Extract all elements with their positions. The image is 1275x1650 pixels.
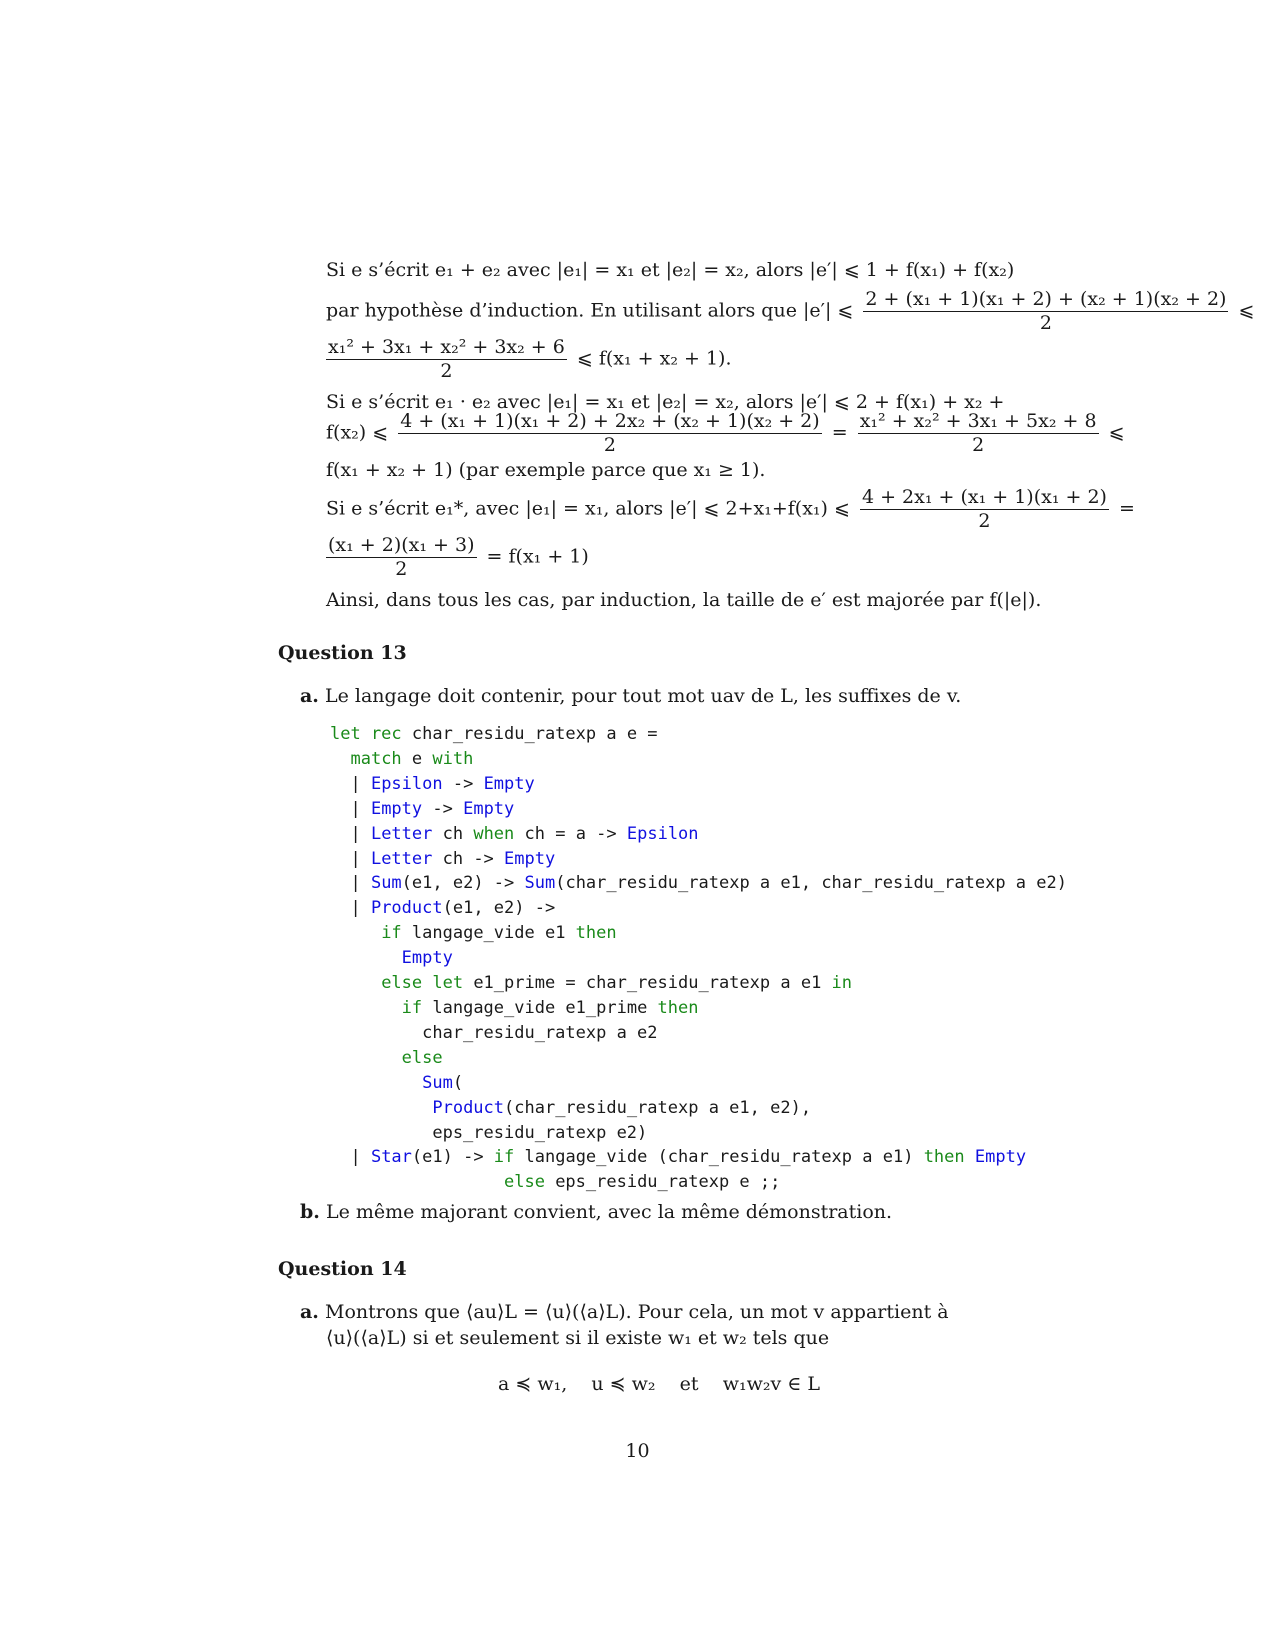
- product-fraction-2-numerator: x₁² + x₂² + 3x₁ + 5x₂ + 8: [859, 410, 1097, 432]
- code-line: | Letter ch -> Empty: [330, 848, 556, 869]
- star-after: = f(x₁ + 1): [486, 545, 589, 568]
- code-line: | Letter ch when ch = a -> Epsilon: [330, 823, 699, 844]
- code-line: if langage_vide e1_prime then: [401, 997, 699, 1018]
- sum-case-line2: [326, 288, 1254, 335]
- product-case-line1: Si e s’écrit e₁ · e₂ avec |e₁| = x₁ et |e₂| = x₂, alors |e′| ⩽ 2 + f(x₁) + x₂ +: [326, 391, 1005, 413]
- q13-b-text: Le même majorant convient, avec la même démonstration.: [325, 1201, 893, 1223]
- star-fraction-1-numerator: 4 + 2x₁ + (x₁ + 1)(x₁ + 2): [861, 486, 1107, 508]
- code-line: Empty: [401, 948, 453, 969]
- sum-fraction-2: [326, 336, 567, 383]
- sum-fraction-1-denominator: 2: [1039, 312, 1052, 334]
- code-line: | Empty -> Empty: [330, 798, 515, 819]
- code-line: if langage_vide e1 then: [381, 923, 617, 944]
- code-line: eps_residu_ratexp e2): [330, 1122, 648, 1143]
- product-equals: =: [831, 421, 848, 444]
- code-line: | Epsilon -> Empty: [330, 773, 535, 794]
- star-case-text: Si e s’écrit e₁*, avec |e₁| = x₁, alors |e′| ⩽ 2+x₁+f(x₁) ⩽: [326, 497, 850, 520]
- product-fraction-1-denominator: 2: [603, 434, 616, 456]
- q13-a-label: a.: [300, 685, 319, 707]
- code-line: char_residu_ratexp a e2: [330, 1022, 658, 1043]
- sum-case-line1: Si e s’écrit e₁ + e₂ avec |e₁| = x₁ et |e₂| = x₂, alors |e′| ⩽ 1 + f(x₁) + f(x₂): [326, 259, 1015, 281]
- q14-a-text1: Montrons que ⟨au⟩L = ⟨u⟩(⟨a⟩L). Pour cela, un mot v appartient à: [324, 1301, 949, 1323]
- product-fraction-1: [398, 410, 821, 457]
- question-13-heading: Question 13: [278, 642, 407, 664]
- code-line: Product(char_residu_ratexp a e1, e2),: [432, 1097, 812, 1118]
- sum-fraction-2-denominator: 2: [440, 360, 453, 382]
- sum-case-text: par hypothèse d’induction. En utilisant alors que |e′| ⩽: [326, 299, 854, 322]
- star-fraction-1: [860, 486, 1109, 533]
- product-fraction-2: [858, 410, 1099, 457]
- code-line: let rec char_residu_ratexp a e =: [330, 724, 658, 744]
- star-equals: =: [1119, 497, 1135, 520]
- sum-fraction-2-after: ⩽ f(x₁ + x₂ + 1).: [576, 347, 732, 370]
- star-fraction-2-denominator: 2: [395, 558, 408, 580]
- product-before: f(x₂) ⩽: [326, 421, 389, 444]
- code-line: else eps_residu_ratexp e ;;: [504, 1172, 781, 1193]
- page-number: 10: [625, 1440, 650, 1462]
- product-fraction-1-numerator: 4 + (x₁ + 1)(x₁ + 2) + 2x₂ + (x₂ + 1)(x₂ + 2): [400, 410, 820, 432]
- sum-fraction-2-numerator: x₁² + 3x₁ + x₂² + 3x₂ + 6: [328, 336, 565, 358]
- sum-fraction-1-after: ⩽: [1238, 299, 1255, 322]
- sum-case-line3: [326, 336, 731, 383]
- star-fraction-2-numerator: (x₁ + 2)(x₁ + 3): [328, 534, 475, 556]
- star-fraction-1-denominator: 2: [978, 510, 991, 532]
- code-line: else: [401, 1047, 443, 1068]
- code-line: | Product(e1, e2) ->: [330, 898, 556, 919]
- product-case-line2: [326, 410, 1125, 457]
- q14-part-a-line1: [300, 1300, 949, 1324]
- code-line: match e with: [350, 748, 474, 769]
- product-case-line3: f(x₁ + x₂ + 1) (par exemple parce que x₁ ≥ 1).: [326, 459, 766, 481]
- q14-part-a-line2: ⟨u⟩(⟨a⟩L) si et seulement si il existe w₁ et w₂ tels que: [326, 1327, 830, 1349]
- q13-b-label: b.: [300, 1201, 320, 1223]
- sum-fraction-1-numerator: 2 + (x₁ + 1)(x₁ + 2) + (x₂ + 1)(x₂ + 2): [865, 288, 1227, 310]
- product-after: ⩽: [1108, 421, 1125, 444]
- q13-part-a: [300, 684, 961, 708]
- sum-fraction-1: [863, 288, 1228, 335]
- star-case-line2: [326, 534, 589, 581]
- code-line: Sum(: [422, 1072, 464, 1093]
- star-fraction-2: [326, 534, 477, 581]
- code-line: | Sum(e1, e2) -> Sum(char_residu_ratexp a e1, char_residu_ratexp a e2): [330, 873, 1067, 894]
- question-14-heading: Question 14: [278, 1258, 407, 1280]
- conclusion-line: Ainsi, dans tous les cas, par induction, la taille de e′ est majorée par f(|e|).: [326, 589, 1042, 611]
- q13-part-b: [300, 1200, 892, 1224]
- q14-display-equation: a ≼ w₁, u ≼ w₂ et w₁w₂v ∈ L: [498, 1373, 820, 1395]
- q13-a-text: Le langage doit contenir, pour tout mot uav de L, les suffixes de v.: [324, 685, 962, 707]
- code-line: | Star(e1) -> if langage_vide (char_residu_ratexp a e1) then Empty: [330, 1147, 1027, 1168]
- ocaml-code-block: [330, 722, 1067, 1195]
- star-case-line1: [326, 486, 1135, 533]
- code-line: else let e1_prime = char_residu_ratexp a e1 in: [381, 973, 853, 994]
- product-fraction-2-denominator: 2: [972, 434, 985, 456]
- q14-a-label: a.: [300, 1301, 319, 1323]
